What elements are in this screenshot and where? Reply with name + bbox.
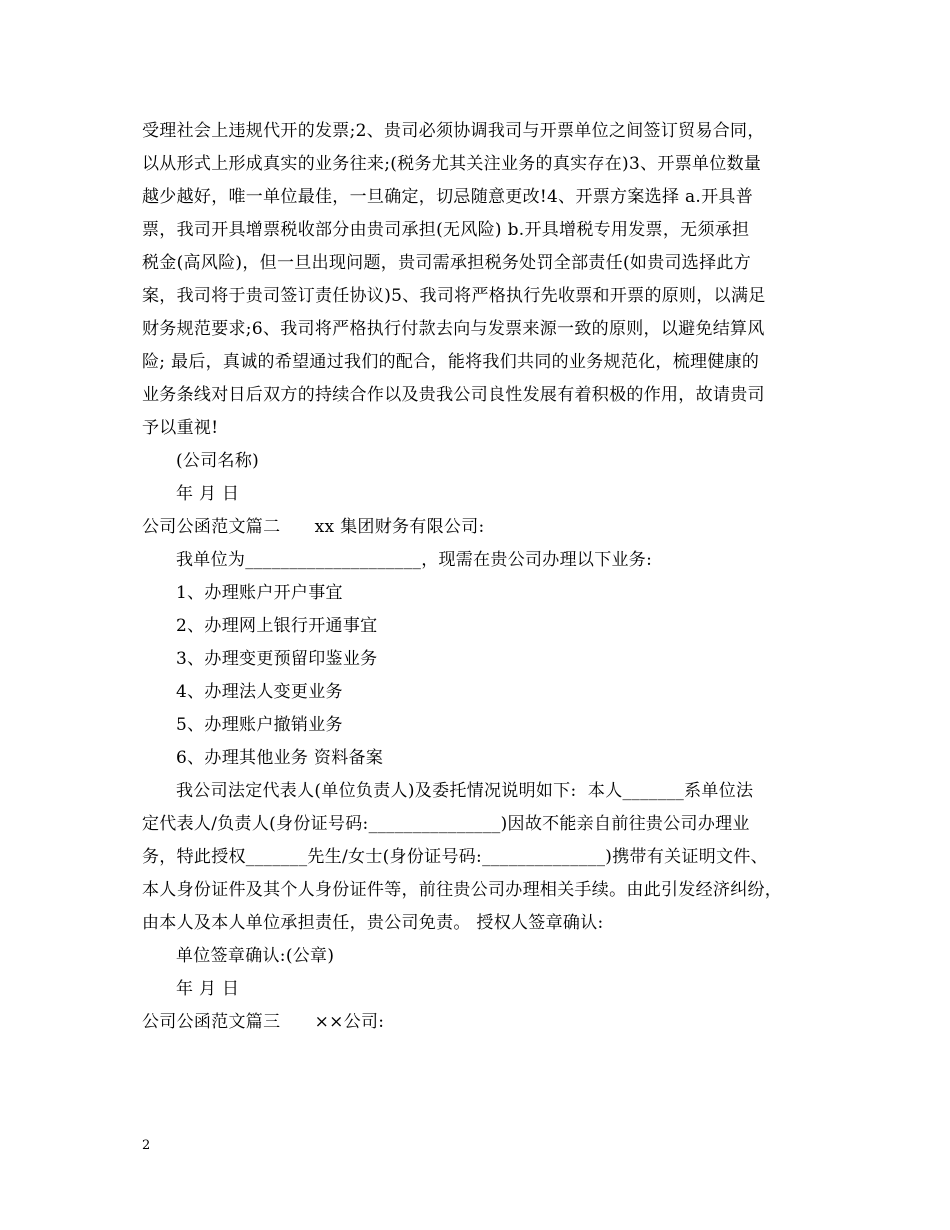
body-text-line: 受理社会上违规代开的发票;2、贵司必须协调我司与开票单位之间签订贸易合同， xyxy=(142,121,765,141)
authorization-text-line: 我公司法定代表人(单位负责人)及委托情况说明如下: 本人_______系单位法 xyxy=(176,781,754,801)
body-text-line: 案，我司将于贵司签订责任协议)5、我司将严格执行先收票和开票的原则，以满足 xyxy=(142,286,766,306)
authorization-text-line: 务，特此授权_______先生/女士(身份证号码:______________)携带有关证明文件、 xyxy=(142,847,768,867)
body-text-line: 险; 最后，真诚的希望通过我们的配合，能将我们共同的业务规范化，梳理健康的 xyxy=(142,352,760,372)
business-list-item: 4、办理法人变更业务 xyxy=(176,682,343,702)
section-heading: 公司公函范文篇三 ××公司: xyxy=(142,1012,385,1032)
company-name-placeholder: (公司名称) xyxy=(176,451,260,471)
unit-seal-line: 单位签章确认:(公章) xyxy=(176,946,335,966)
business-list-item: 5、办理账户撤销业务 xyxy=(176,715,343,735)
business-list-item: 6、办理其他业务 资料备案 xyxy=(176,748,384,768)
date-line: 年 月 日 xyxy=(176,979,240,999)
section-heading: 公司公函范文篇二 xx 集团财务有限公司: xyxy=(142,517,485,537)
authorization-text-line: 由本人及本人单位承担责任，贵公司免责。 授权人签章确认: xyxy=(142,913,604,933)
body-text-line: 票，我司开具增票税收部分由贵司承担(无风险) b.开具增税专用发票，无须承担 xyxy=(142,220,750,240)
body-text-line: 以从形式上形成真实的业务往来;(税务尤其关注业务的真实存在)3、开票单位数量 xyxy=(142,154,762,174)
section-intro: 我单位为____________________，现需在贵公司办理以下业务: xyxy=(176,550,653,570)
body-text-line: 税金(高风险)，但一旦出现问题，贵司需承担税务处罚全部责任(如贵司选择此方 xyxy=(142,253,751,273)
body-text-line: 财务规范要求;6、我司将严格执行付款去向与发票来源一致的原则，以避免结算风 xyxy=(142,319,765,339)
authorization-text-line: 本人身份证件及其个人身份证件等，前往贵公司办理相关手续。由此引发经济纠纷， xyxy=(142,880,783,900)
body-text-line: 越少越好，唯一单位最佳，一旦确定，切忌随意更改!4、开票方案选择 a.开具普 xyxy=(142,187,753,207)
body-text-line: 业务条线对日后双方的持续合作以及贵我公司良性发展有着积极的作用，故请贵司 xyxy=(142,385,765,405)
business-list-item: 2、办理网上银行开通事宜 xyxy=(176,616,378,636)
date-line: 年 月 日 xyxy=(176,484,240,504)
page-number: 2 xyxy=(142,1138,151,1153)
business-list-item: 1、办理账户开户事宜 xyxy=(176,583,343,603)
business-list-item: 3、办理变更预留印鉴业务 xyxy=(176,649,378,669)
body-text-line: 予以重视! xyxy=(142,418,219,438)
authorization-text-line: 定代表人/负责人(身份证号码:_______________)因故不能亲自前往贵公司办理业 xyxy=(142,814,750,834)
